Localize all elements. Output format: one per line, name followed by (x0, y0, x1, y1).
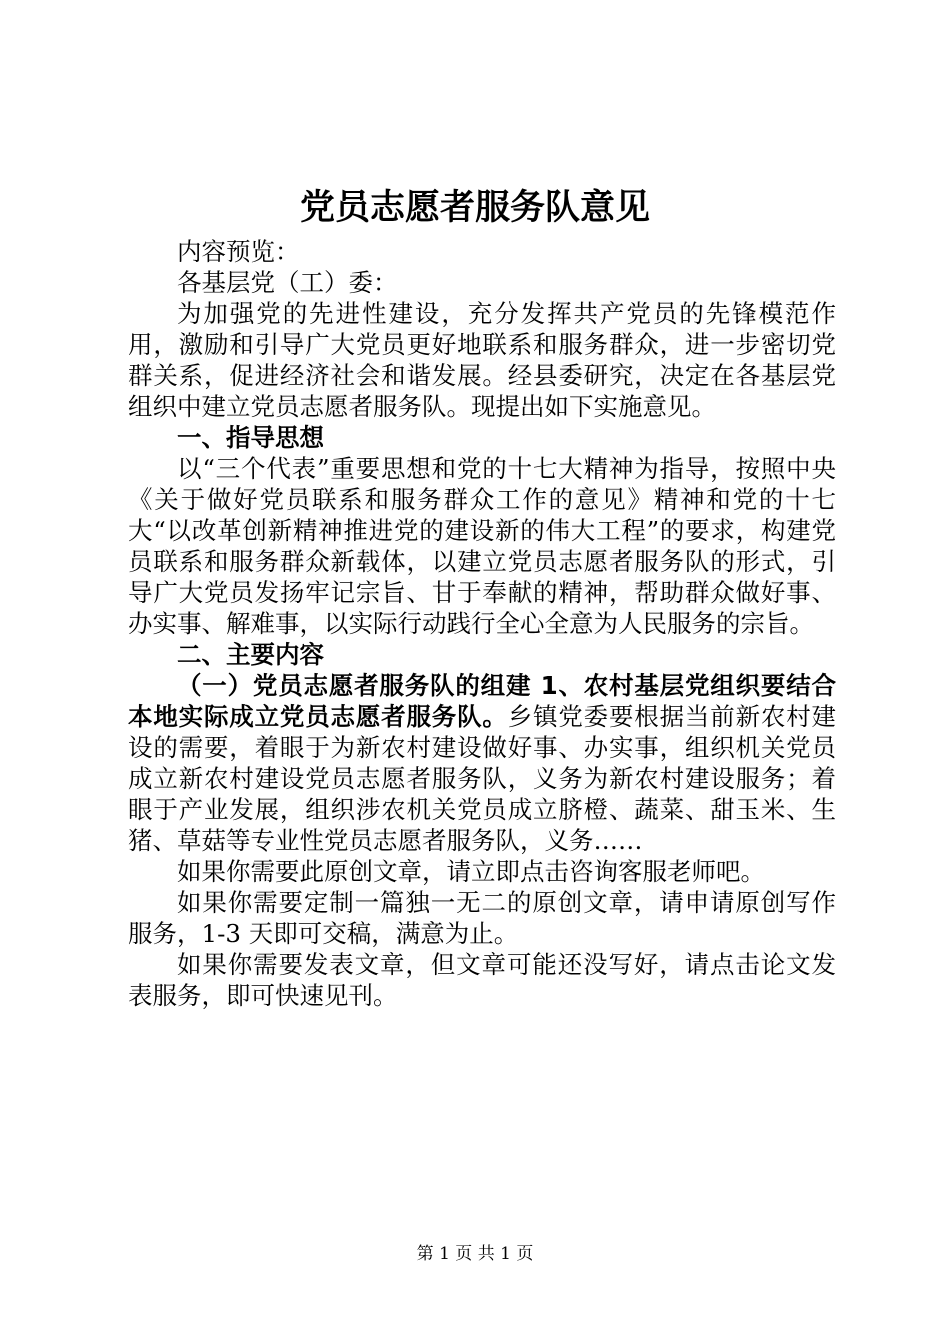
section-2-paragraph (128, 670, 836, 856)
page-footer: 第 1 页 共 1 页 (416, 1244, 534, 1264)
salutation: 各基层党（工）委： (177, 268, 398, 297)
promo-consult-link[interactable]: 如果你需要此原创文章，请立即点击咨询客服老师吧。 (177, 857, 765, 886)
section-2-body: 乡镇党委要根据当前新农村建设的需要，着眼于为新农村建设做好事、办实事，组织机关党员成立新农村建设党员志愿者服务队，义务为新农村建设服务；着眼于产业发展，组织涉农机关党员成立脐橙、蔬菜、甜玉米、生猪、草菇等专业性党员志愿者服务队，义务…… (128, 702, 837, 855)
document-body (128, 236, 836, 1011)
section-1-heading: 一、指导思想 (177, 423, 324, 452)
intro-paragraph: 为加强党的先进性建设，充分发挥共产党员的先锋模范作用，激励和引导广大党员更好地联系和服务群众，进一步密切党群关系，促进经济社会和谐发展。经县委研究，决定在各基层党组织中建立党员志愿者服务队。现提出如下实施意见。 (128, 299, 836, 421)
section-1-paragraph: 以“三个代表”重要思想和党的十七大精神为指导，按照中央《关于做好党员联系和服务群众工作的意见》精神和党的十七大“以改革创新精神推进党的建设新的伟大工程”的要求，构建党员联系和服务群众新载体，以建立党员志愿者服务队的形式，引导广大党员发扬牢记宗旨、甘于奉献的精神，帮助群众做好事、办实事、解难事，以实际行动践行全心全意为人民服务的宗旨。 (128, 454, 836, 638)
section-2-heading: 二、主要内容 (177, 640, 324, 669)
promo-publish-link[interactable]: 如果你需要发表文章，但文章可能还没写好，请点击论文发表服务，即可快速见刊。 (128, 950, 836, 1010)
document-title: 党员志愿者服务队意见 (299, 188, 650, 228)
promo-custom-writing-link[interactable]: 如果你需要定制一篇独一无二的原创文章，请申请原创写作服务，1-3 天即可交稿，满意为止。 (128, 888, 836, 948)
preview-label: 内容预览： (177, 237, 300, 266)
section-2-bold-lead: （一）党员志愿者服务队的组建 1、农村基层党组织要结合本地实际成立党员志愿者服务队。 (128, 671, 836, 731)
